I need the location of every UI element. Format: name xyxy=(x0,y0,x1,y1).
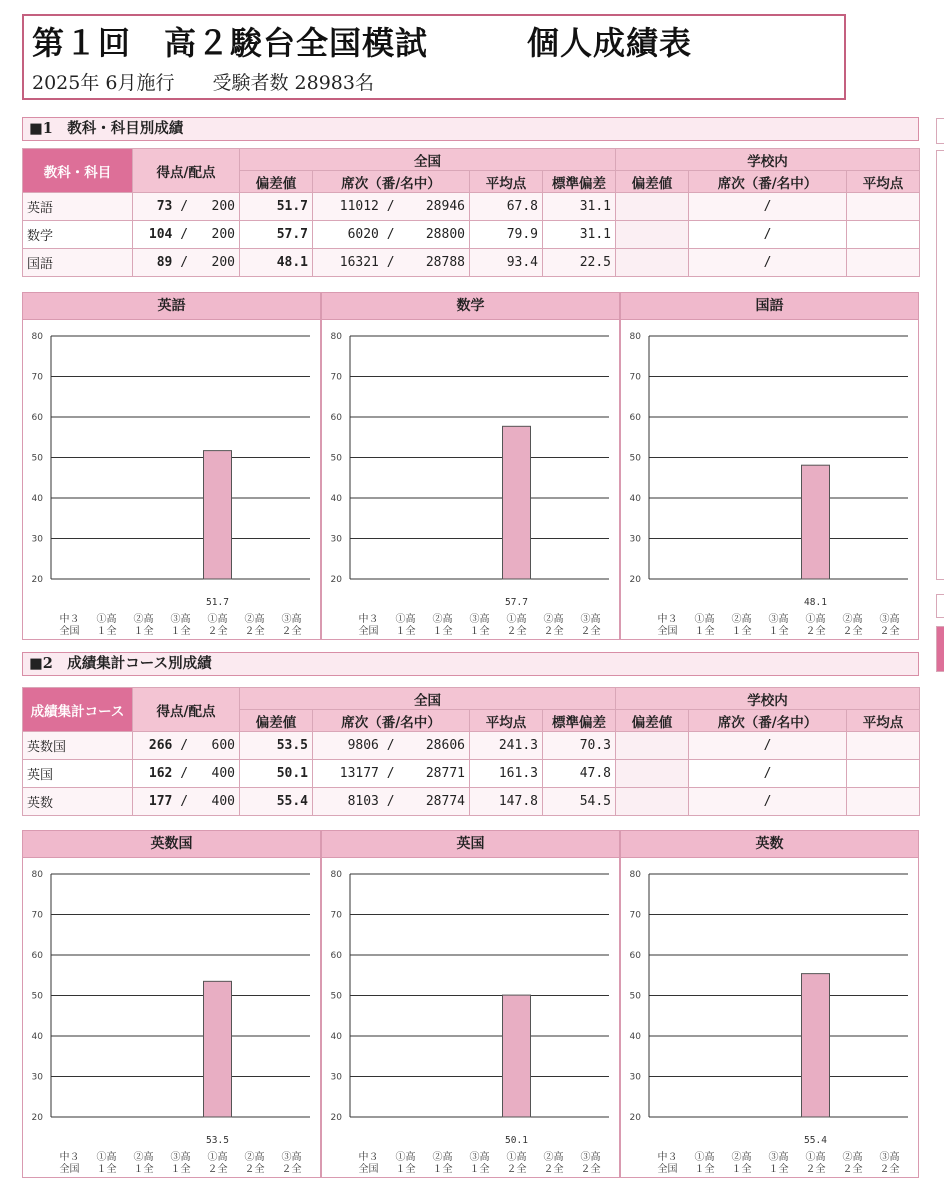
bar xyxy=(503,995,531,1117)
x-tick-label: ②高 xyxy=(432,1152,453,1163)
subject-charts xyxy=(22,292,919,640)
row-label: 英数 xyxy=(23,788,133,816)
score-value: 73 xyxy=(156,199,173,214)
deviation-value: 48.1 xyxy=(240,249,313,277)
rank-cell: 13177 / 28771 xyxy=(313,760,470,788)
x-tick-label: 中３ xyxy=(657,1152,678,1163)
score-value: 162 xyxy=(148,766,173,781)
score-cell: 266 / 600 xyxy=(133,732,240,760)
section-heading-subjects: ■1 教科・科目別成績 xyxy=(22,117,919,141)
rank-value: 6020 xyxy=(347,227,379,242)
deviation-value: 57.7 xyxy=(240,221,313,249)
x-tick-label: ②高 xyxy=(244,1152,265,1163)
school-rank-value: / xyxy=(689,193,847,221)
col-header-average: 平均点 xyxy=(470,171,543,193)
x-tick-label: １全 xyxy=(395,626,416,637)
x-tick-label: ③高 xyxy=(170,1152,191,1163)
x-tick-label: ③高 xyxy=(580,1152,601,1163)
table-row xyxy=(23,732,920,760)
school-rank-value: / xyxy=(689,249,847,277)
x-tick-label: ②高 xyxy=(432,614,453,625)
x-tick-label: １全 xyxy=(96,626,117,637)
score-cell: 162 / 400 xyxy=(133,760,240,788)
x-tick-label: 中３ xyxy=(358,614,379,625)
bar-chart xyxy=(23,320,320,640)
x-tick-label: ２全 xyxy=(842,626,863,637)
data-label: 53.5 xyxy=(206,1135,229,1146)
page-edge-fragment xyxy=(936,118,944,144)
y-tick-label: 40 xyxy=(31,1032,43,1042)
y-tick-label: 30 xyxy=(31,534,43,545)
y-tick-label: 60 xyxy=(31,413,43,423)
y-tick-label: 50 xyxy=(330,991,342,1002)
y-tick-label: 20 xyxy=(31,1113,43,1123)
col-header-school-average: 平均点 xyxy=(847,171,920,193)
y-tick-label: 20 xyxy=(31,575,43,585)
x-tick-label: １全 xyxy=(768,1164,789,1175)
chart-title: 英語 xyxy=(23,293,320,320)
school-deviation-value xyxy=(616,193,689,221)
score-value: 266 xyxy=(148,738,173,753)
stddev-value: 47.8 xyxy=(543,760,616,788)
score-value: 89 xyxy=(156,255,173,270)
deviation-value: 51.7 xyxy=(240,193,313,221)
school-average-value xyxy=(847,788,920,816)
x-tick-label: １全 xyxy=(731,1164,752,1175)
school-deviation-value xyxy=(616,760,689,788)
x-tick-label: ③高 xyxy=(469,614,490,625)
y-tick-label: 70 xyxy=(31,372,43,383)
school-rank-value: / xyxy=(689,732,847,760)
table-row xyxy=(23,193,920,221)
x-tick-label: ③高 xyxy=(170,614,191,625)
y-tick-label: 50 xyxy=(330,453,342,464)
bar xyxy=(204,981,232,1117)
col-header-school-average: 平均点 xyxy=(847,710,920,732)
x-tick-label: １全 xyxy=(96,1164,117,1175)
col-header-national: 全国 xyxy=(240,688,616,710)
col-header-national: 全国 xyxy=(240,149,616,171)
x-tick-label: 中３ xyxy=(358,1152,379,1163)
data-label: 50.1 xyxy=(505,1135,528,1146)
rank-cell: 8103 / 28774 xyxy=(313,788,470,816)
max-score-value: 400 xyxy=(211,766,235,781)
x-tick-label: ③高 xyxy=(879,1152,900,1163)
bar-chart xyxy=(322,858,619,1178)
chart-title: 英数 xyxy=(621,831,918,858)
bar-chart xyxy=(23,858,320,1178)
data-label: 57.7 xyxy=(505,597,528,608)
chart-panel xyxy=(321,292,620,640)
stddev-value: 31.1 xyxy=(543,193,616,221)
page-edge-fragment xyxy=(936,626,944,672)
data-label: 51.7 xyxy=(206,597,229,608)
y-tick-label: 80 xyxy=(330,332,342,342)
y-tick-label: 40 xyxy=(31,494,43,504)
x-tick-label: ①高 xyxy=(96,614,117,625)
school-deviation-value xyxy=(616,788,689,816)
stddev-value: 70.3 xyxy=(543,732,616,760)
col-header-score: 得点/配点 xyxy=(133,688,240,732)
bar xyxy=(802,974,830,1117)
x-tick-label: １全 xyxy=(469,1164,490,1175)
score-cell: 104 / 200 xyxy=(133,221,240,249)
y-tick-label: 60 xyxy=(629,413,641,423)
course-charts xyxy=(22,830,919,1178)
x-tick-label: ②高 xyxy=(842,1152,863,1163)
max-score-value: 600 xyxy=(211,738,235,753)
row-label: 国語 xyxy=(23,249,133,277)
score-value: 177 xyxy=(148,794,173,809)
max-score-value: 200 xyxy=(211,255,235,270)
col-header-course: 成績集計コース xyxy=(23,688,133,732)
bar xyxy=(503,426,531,579)
x-tick-label: ③高 xyxy=(469,1152,490,1163)
average-value: 241.3 xyxy=(470,732,543,760)
data-label: 48.1 xyxy=(804,597,827,608)
rank-cell: 16321 / 28788 xyxy=(313,249,470,277)
x-tick-label: 中３ xyxy=(657,614,678,625)
x-tick-label: ２全 xyxy=(207,626,228,637)
x-tick-label: ③高 xyxy=(768,614,789,625)
rank-value: 8103 xyxy=(347,794,379,809)
x-tick-label: １全 xyxy=(432,626,453,637)
x-tick-label: 中３ xyxy=(59,1152,80,1163)
y-tick-label: 30 xyxy=(629,1072,641,1083)
x-tick-label: １全 xyxy=(694,1164,715,1175)
y-tick-label: 80 xyxy=(31,870,43,880)
average-value: 67.8 xyxy=(470,193,543,221)
bar xyxy=(802,465,830,579)
y-tick-label: 50 xyxy=(31,453,43,464)
y-tick-label: 20 xyxy=(330,575,342,585)
y-tick-label: 80 xyxy=(31,332,43,342)
y-tick-label: 70 xyxy=(330,372,342,383)
x-tick-label: ２全 xyxy=(281,1164,302,1175)
average-value: 93.4 xyxy=(470,249,543,277)
y-tick-label: 70 xyxy=(629,372,641,383)
x-tick-label: １全 xyxy=(133,1164,154,1175)
course-grades-table xyxy=(22,687,920,816)
x-tick-label: ①高 xyxy=(506,614,527,625)
deviation-value: 50.1 xyxy=(240,760,313,788)
col-header-rank: 席次（番/名中） xyxy=(313,710,470,732)
score-cell: 73 / 200 xyxy=(133,193,240,221)
row-label: 英国 xyxy=(23,760,133,788)
y-tick-label: 40 xyxy=(629,1032,641,1042)
x-tick-label: ２全 xyxy=(580,626,601,637)
school-rank-value: / xyxy=(689,221,847,249)
x-tick-label: １全 xyxy=(469,626,490,637)
x-tick-label: 全国 xyxy=(358,1164,379,1175)
rank-total-value: 28946 xyxy=(425,199,465,214)
x-tick-label: ２全 xyxy=(244,1164,265,1175)
x-tick-label: ２全 xyxy=(506,626,527,637)
average-value: 161.3 xyxy=(470,760,543,788)
col-header-rank: 席次（番/名中） xyxy=(313,171,470,193)
x-tick-label: ２全 xyxy=(281,626,302,637)
deviation-value: 55.4 xyxy=(240,788,313,816)
table-row xyxy=(23,249,920,277)
rank-cell: 6020 / 28800 xyxy=(313,221,470,249)
y-tick-label: 40 xyxy=(330,494,342,504)
x-tick-label: ②高 xyxy=(731,1152,752,1163)
rank-total-value: 28788 xyxy=(425,255,465,270)
data-label: 55.4 xyxy=(804,1135,827,1146)
x-tick-label: ２全 xyxy=(580,1164,601,1175)
school-average-value xyxy=(847,732,920,760)
col-header-school: 学校内 xyxy=(616,149,920,171)
y-tick-label: 60 xyxy=(31,951,43,961)
x-tick-label: １全 xyxy=(768,626,789,637)
table-row xyxy=(23,221,920,249)
x-tick-label: １全 xyxy=(694,626,715,637)
x-tick-label: 全国 xyxy=(657,626,678,637)
x-tick-label: ①高 xyxy=(506,1152,527,1163)
x-tick-label: 中３ xyxy=(59,614,80,625)
y-tick-label: 30 xyxy=(31,1072,43,1083)
y-tick-label: 20 xyxy=(629,1113,641,1123)
y-tick-label: 60 xyxy=(330,951,342,961)
y-tick-label: 80 xyxy=(330,870,342,880)
deviation-value: 53.5 xyxy=(240,732,313,760)
x-tick-label: ②高 xyxy=(244,614,265,625)
x-tick-label: ③高 xyxy=(879,614,900,625)
average-value: 79.9 xyxy=(470,221,543,249)
x-tick-label: ②高 xyxy=(842,614,863,625)
y-tick-label: 50 xyxy=(629,991,641,1002)
y-tick-label: 40 xyxy=(629,494,641,504)
x-tick-label: ２全 xyxy=(842,1164,863,1175)
y-tick-label: 50 xyxy=(629,453,641,464)
x-tick-label: １全 xyxy=(170,1164,191,1175)
col-header-deviation: 偏差値 xyxy=(240,171,313,193)
chart-panel xyxy=(22,292,321,640)
chart-panel xyxy=(22,830,321,1178)
chart-panel xyxy=(321,830,620,1178)
col-header-school-deviation: 偏差値 xyxy=(616,710,689,732)
max-score-value: 200 xyxy=(211,227,235,242)
y-tick-label: 50 xyxy=(31,991,43,1002)
y-tick-label: 80 xyxy=(629,870,641,880)
chart-title: 英数国 xyxy=(23,831,320,858)
x-tick-label: ①高 xyxy=(694,1152,715,1163)
chart-title: 国語 xyxy=(621,293,918,320)
school-rank-value: / xyxy=(689,788,847,816)
y-tick-label: 70 xyxy=(31,910,43,921)
x-tick-label: 全国 xyxy=(59,626,80,637)
x-tick-label: ２全 xyxy=(879,1164,900,1175)
bar-chart xyxy=(322,320,619,640)
x-tick-label: ②高 xyxy=(133,614,154,625)
row-label: 英語 xyxy=(23,193,133,221)
x-tick-label: １全 xyxy=(170,626,191,637)
x-tick-label: 全国 xyxy=(358,626,379,637)
chart-title: 数学 xyxy=(322,293,619,320)
school-rank-value: / xyxy=(689,760,847,788)
page-edge-fragment xyxy=(936,594,944,618)
x-tick-label: ②高 xyxy=(543,614,564,625)
y-tick-label: 20 xyxy=(330,1113,342,1123)
report-title: 第１回 高２駿台全国模試 個人成績表 xyxy=(32,24,693,62)
x-tick-label: ③高 xyxy=(768,1152,789,1163)
col-header-subject: 教科・科目 xyxy=(23,149,133,193)
stddev-value: 54.5 xyxy=(543,788,616,816)
subject-grades-table xyxy=(22,148,920,277)
x-tick-label: １全 xyxy=(395,1164,416,1175)
x-tick-label: ①高 xyxy=(207,1152,228,1163)
x-tick-label: 全国 xyxy=(59,1164,80,1175)
score-cell: 177 / 400 xyxy=(133,788,240,816)
x-tick-label: 全国 xyxy=(657,1164,678,1175)
y-tick-label: 60 xyxy=(629,951,641,961)
school-average-value xyxy=(847,249,920,277)
school-average-value xyxy=(847,221,920,249)
max-score-value: 400 xyxy=(211,794,235,809)
x-tick-label: １全 xyxy=(133,626,154,637)
row-label: 英数国 xyxy=(23,732,133,760)
x-tick-label: ２全 xyxy=(244,626,265,637)
x-tick-label: ①高 xyxy=(805,1152,826,1163)
col-header-average: 平均点 xyxy=(470,710,543,732)
col-header-school-deviation: 偏差値 xyxy=(616,171,689,193)
y-tick-label: 30 xyxy=(629,534,641,545)
y-tick-label: 70 xyxy=(629,910,641,921)
x-tick-label: １全 xyxy=(432,1164,453,1175)
max-score-value: 200 xyxy=(211,199,235,214)
rank-total-value: 28774 xyxy=(425,794,465,809)
x-tick-label: ２全 xyxy=(506,1164,527,1175)
rank-cell: 11012 / 28946 xyxy=(313,193,470,221)
score-cell: 89 / 200 xyxy=(133,249,240,277)
x-tick-label: ２全 xyxy=(805,626,826,637)
rank-value: 16321 xyxy=(339,255,379,270)
x-tick-label: ２全 xyxy=(805,1164,826,1175)
y-tick-label: 40 xyxy=(330,1032,342,1042)
x-tick-label: ③高 xyxy=(580,614,601,625)
rank-total-value: 28800 xyxy=(425,227,465,242)
x-tick-label: ①高 xyxy=(207,614,228,625)
x-tick-label: ２全 xyxy=(543,1164,564,1175)
average-value: 147.8 xyxy=(470,788,543,816)
chart-title: 英国 xyxy=(322,831,619,858)
x-tick-label: １全 xyxy=(731,626,752,637)
row-label: 数学 xyxy=(23,221,133,249)
col-header-school-rank: 席次（番/名中） xyxy=(689,710,847,732)
section-heading-courses: ■2 成績集計コース別成績 xyxy=(22,652,919,676)
y-tick-label: 20 xyxy=(629,575,641,585)
x-tick-label: ③高 xyxy=(281,614,302,625)
col-header-school: 学校内 xyxy=(616,688,920,710)
rank-cell: 9806 / 28606 xyxy=(313,732,470,760)
x-tick-label: ２全 xyxy=(543,626,564,637)
x-tick-label: ①高 xyxy=(694,614,715,625)
y-tick-label: 30 xyxy=(330,534,342,545)
chart-panel xyxy=(620,292,919,640)
table-row xyxy=(23,788,920,816)
x-tick-label: ②高 xyxy=(133,1152,154,1163)
x-tick-label: ②高 xyxy=(543,1152,564,1163)
stddev-value: 31.1 xyxy=(543,221,616,249)
bar xyxy=(204,451,232,579)
stddev-value: 22.5 xyxy=(543,249,616,277)
x-tick-label: ①高 xyxy=(805,614,826,625)
bar-chart xyxy=(621,320,918,640)
y-tick-label: 80 xyxy=(629,332,641,342)
score-value: 104 xyxy=(148,227,173,242)
rank-total-value: 28606 xyxy=(425,738,465,753)
y-tick-label: 60 xyxy=(330,413,342,423)
x-tick-label: ①高 xyxy=(395,614,416,625)
school-deviation-value xyxy=(616,221,689,249)
x-tick-label: ①高 xyxy=(395,1152,416,1163)
x-tick-label: ③高 xyxy=(281,1152,302,1163)
y-tick-label: 30 xyxy=(330,1072,342,1083)
x-tick-label: ２全 xyxy=(207,1164,228,1175)
page-edge-fragment xyxy=(936,150,944,580)
rank-total-value: 28771 xyxy=(425,766,465,781)
school-deviation-value xyxy=(616,732,689,760)
report-subtitle: 2025年 6月施行 受験者数 28983名 xyxy=(32,72,374,94)
col-header-score: 得点/配点 xyxy=(133,149,240,193)
col-header-school-rank: 席次（番/名中） xyxy=(689,171,847,193)
x-tick-label: ２全 xyxy=(879,626,900,637)
rank-value: 11012 xyxy=(339,199,379,214)
col-header-stddev: 標準偏差 xyxy=(543,171,616,193)
school-average-value xyxy=(847,193,920,221)
rank-value: 9806 xyxy=(347,738,379,753)
x-tick-label: ②高 xyxy=(731,614,752,625)
y-tick-label: 70 xyxy=(330,910,342,921)
bar-chart xyxy=(621,858,918,1178)
col-header-stddev: 標準偏差 xyxy=(543,710,616,732)
rank-value: 13177 xyxy=(339,766,379,781)
school-average-value xyxy=(847,760,920,788)
school-deviation-value xyxy=(616,249,689,277)
col-header-deviation: 偏差値 xyxy=(240,710,313,732)
chart-panel xyxy=(620,830,919,1178)
table-row xyxy=(23,760,920,788)
x-tick-label: ①高 xyxy=(96,1152,117,1163)
